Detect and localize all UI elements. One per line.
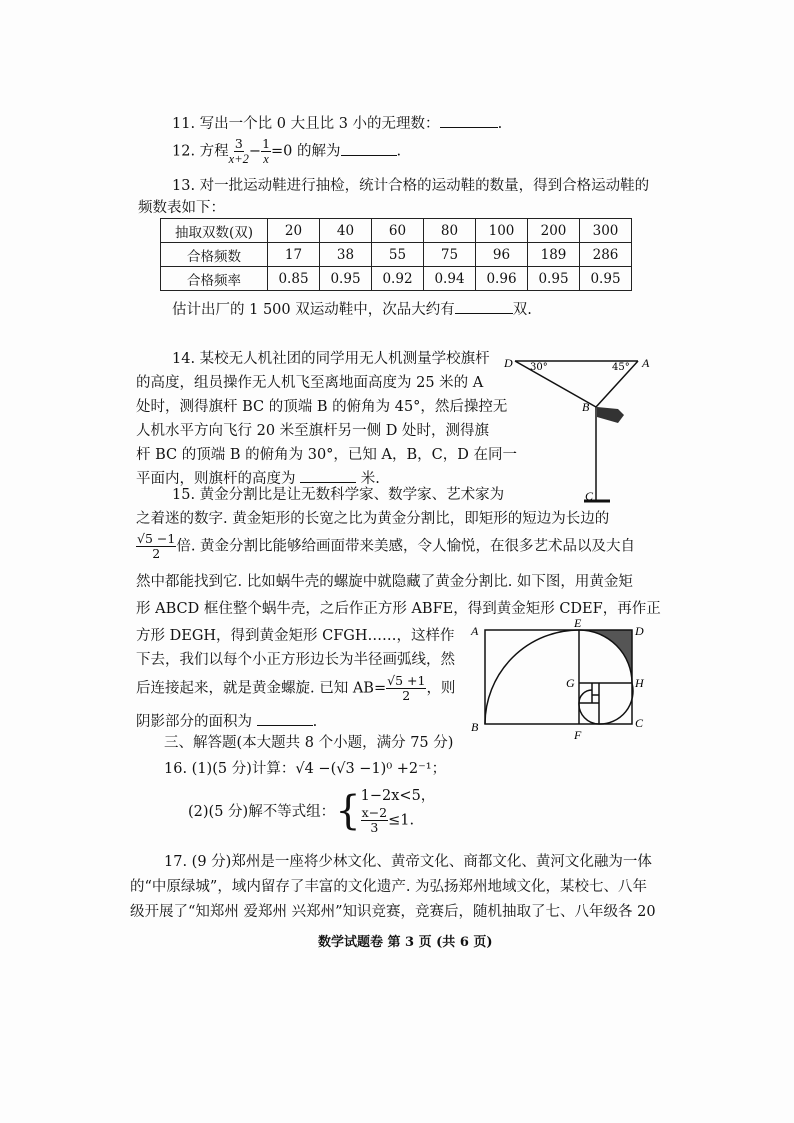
table-cell: 20 bbox=[268, 219, 320, 243]
table-row bbox=[161, 243, 632, 267]
den: x+2 bbox=[228, 152, 249, 166]
table-cell: 0.96 bbox=[476, 267, 528, 291]
label-c: C bbox=[635, 716, 644, 730]
q15-line: 形 ABCD 框住整个蜗牛壳，之后作正方形 ABFE，得到黄金矩形 CDEF，再作正 bbox=[136, 601, 661, 617]
table-cell: 96 bbox=[476, 243, 528, 267]
shaded-region bbox=[579, 630, 632, 683]
fraction bbox=[136, 532, 176, 561]
q15-l8: 后连接起来，就是黄金螺旋. 已知 AB= bbox=[136, 680, 387, 697]
q14-last-text: 平面内，则旗杆的高度为 bbox=[136, 471, 296, 487]
label-c: C bbox=[585, 489, 594, 503]
q15-line bbox=[136, 674, 455, 703]
label-f: F bbox=[574, 728, 582, 742]
q12-post: =0 的解为 bbox=[271, 143, 341, 160]
q16-part2 bbox=[188, 786, 435, 835]
q15-l9end: . bbox=[312, 714, 318, 730]
table-cell: 0.95 bbox=[320, 267, 372, 291]
answer-blank bbox=[341, 141, 397, 156]
den: 2 bbox=[402, 688, 411, 703]
num: √5 −1 bbox=[137, 531, 176, 546]
num: x−2 bbox=[361, 805, 388, 820]
label-d: D bbox=[504, 356, 513, 370]
num: √5 +1 bbox=[387, 673, 426, 688]
q14-line: 14. 某校无人机社团的同学用无人机测量学校旗杆 bbox=[172, 351, 490, 367]
table-row bbox=[161, 267, 632, 291]
section-heading: 三、解答题(本大题共 8 个小题，满分 75 分) bbox=[164, 735, 454, 751]
num: 3 bbox=[234, 136, 243, 151]
table-cell: 100 bbox=[476, 219, 528, 243]
q15-line: 之着迷的数字. 黄金矩形的长宽之比为黄金分割比，即矩形的短边为长边的 bbox=[136, 511, 610, 527]
brace: { bbox=[335, 787, 361, 834]
question-12 bbox=[172, 137, 401, 166]
angle-45: 45° bbox=[612, 362, 630, 373]
table-cell: 80 bbox=[424, 219, 476, 243]
table-cell: 300 bbox=[580, 219, 632, 243]
label-h: H bbox=[635, 676, 644, 690]
question-11 bbox=[172, 112, 502, 133]
table-cell: 60 bbox=[372, 219, 424, 243]
page-footer: 数学试题卷 第 3 页 (共 6 页) bbox=[318, 935, 493, 950]
table-cell: 55 bbox=[372, 243, 424, 267]
q11-end: . bbox=[497, 116, 503, 132]
table-cell: 200 bbox=[528, 219, 580, 243]
q13-estimate bbox=[172, 298, 532, 319]
table-cell: 40 bbox=[320, 219, 372, 243]
flagpole-diagram bbox=[500, 345, 670, 505]
table-row bbox=[161, 219, 632, 243]
answer-blank bbox=[440, 113, 498, 128]
q17-line: 的“中原绿城”，域内留存了丰富的文化遗产. 为弘扬郑州地域文化，某校七、八年 bbox=[130, 879, 648, 895]
q14-unit: 米. bbox=[360, 471, 380, 487]
q12-end: . bbox=[396, 143, 402, 160]
q17-line: 17. (9 分)郑州是一座将少林文化、黄帝文化、商都文化、黄河文化融为一体 bbox=[164, 854, 652, 870]
q14-line: 的高度，组员操作无人机飞至离地面高度为 25 米的 A bbox=[136, 375, 484, 391]
estimate-text: 估计出厂的 1 500 双运动鞋中，次品大约有 bbox=[172, 302, 455, 318]
answer-blank bbox=[455, 299, 513, 314]
den: x bbox=[263, 152, 269, 166]
q16-p2-text: (2)(5 分)解不等式组： bbox=[188, 804, 336, 820]
q11-text: 11. 写出一个比 0 大且比 3 小的无理数： bbox=[172, 116, 440, 132]
table-cell: 0.95 bbox=[528, 267, 580, 291]
label-a: A bbox=[471, 624, 479, 638]
den: 2 bbox=[152, 546, 161, 561]
num: 1 bbox=[262, 136, 271, 151]
frequency-table bbox=[160, 218, 632, 291]
label-e: E bbox=[574, 616, 582, 630]
q14-line: 处时，测得旗杆 BC 的顶端 B 的俯角为 45°，然后操控无 bbox=[136, 399, 508, 415]
ineq2-end: ≤1. bbox=[388, 812, 415, 829]
q14-line: 人机水平方向飞行 20 米至旗杆另一侧 D 处时，测得旗 bbox=[136, 423, 490, 439]
golden-spiral-diagram bbox=[465, 615, 655, 745]
estimate-end: 双. bbox=[512, 302, 532, 318]
flag-icon bbox=[597, 407, 624, 423]
table-cell: 38 bbox=[320, 243, 372, 267]
q13-line2: 频数表如下： bbox=[138, 200, 225, 216]
q15-line bbox=[136, 532, 635, 561]
table-cell: 286 bbox=[580, 243, 632, 267]
den: 3 bbox=[370, 820, 379, 835]
table-cell: 0.92 bbox=[372, 267, 424, 291]
q15-line: 然中都能找到它. 比如蜗牛壳的螺旋中就隐藏了黄金分割比. 如下图，用黄金矩 bbox=[136, 574, 633, 590]
q12-pre: 12. 方程 bbox=[172, 143, 229, 160]
label-g: G bbox=[566, 676, 575, 690]
angle-30: 30° bbox=[530, 362, 548, 373]
fraction bbox=[229, 137, 249, 166]
q15-l8end: ，则 bbox=[426, 680, 456, 697]
label-d: D bbox=[635, 624, 644, 638]
table-cell: 0.94 bbox=[424, 267, 476, 291]
table-cell: 0.95 bbox=[580, 267, 632, 291]
q13-line1: 13. 对一批运动鞋进行抽检，统计合格的运动鞋的数量，得到合格运动鞋的 bbox=[172, 178, 650, 194]
fraction bbox=[386, 674, 426, 703]
q14-line: 杆 BC 的顶端 B 的俯角为 30°，已知 A，B，C，D 在同一 bbox=[136, 447, 517, 463]
label-a: A bbox=[642, 356, 650, 370]
q15-line: 下去，我们以每个小正方形边长为半径画弧线，然 bbox=[136, 652, 455, 668]
row-header: 合格频率 bbox=[161, 267, 268, 291]
minus: − bbox=[248, 143, 262, 160]
q15-line bbox=[136, 710, 317, 731]
q15-line: 方形 DEGH，得到黄金矩形 CFGH……，这样作 bbox=[136, 628, 455, 644]
q15-l3: 倍. 黄金分割比能够给画面带来美感，令人愉悦，在很多艺术品以及大自 bbox=[176, 538, 636, 555]
q16-part1: 16. (1)(5 分)计算：√4 −(√3 −1)⁰ +2⁻¹； bbox=[164, 761, 447, 777]
inequality-system bbox=[361, 786, 436, 835]
q15-l9: 阴影部分的面积为 bbox=[136, 714, 252, 730]
table-cell: 17 bbox=[268, 243, 320, 267]
label-b: B bbox=[471, 720, 479, 734]
q15-line: 15. 黄金分割比是让无数科学家、数学家、艺术家为 bbox=[172, 487, 505, 503]
fraction bbox=[261, 137, 271, 166]
table-cell: 0.85 bbox=[268, 267, 320, 291]
ineq1: 1−2x<5， bbox=[360, 788, 436, 804]
fraction bbox=[361, 806, 388, 835]
table-cell: 75 bbox=[424, 243, 476, 267]
row-header: 合格频数 bbox=[161, 243, 268, 267]
q17-line: 级开展了“知郑州 爱郑州 兴郑州”知识竞赛，竞赛后，随机抽取了七、八年级各 20 bbox=[130, 904, 656, 920]
row-header: 抽取双数(双) bbox=[161, 219, 268, 243]
answer-blank bbox=[300, 468, 356, 483]
answer-blank bbox=[257, 711, 313, 726]
label-b: B bbox=[582, 400, 590, 414]
table-cell: 189 bbox=[528, 243, 580, 267]
